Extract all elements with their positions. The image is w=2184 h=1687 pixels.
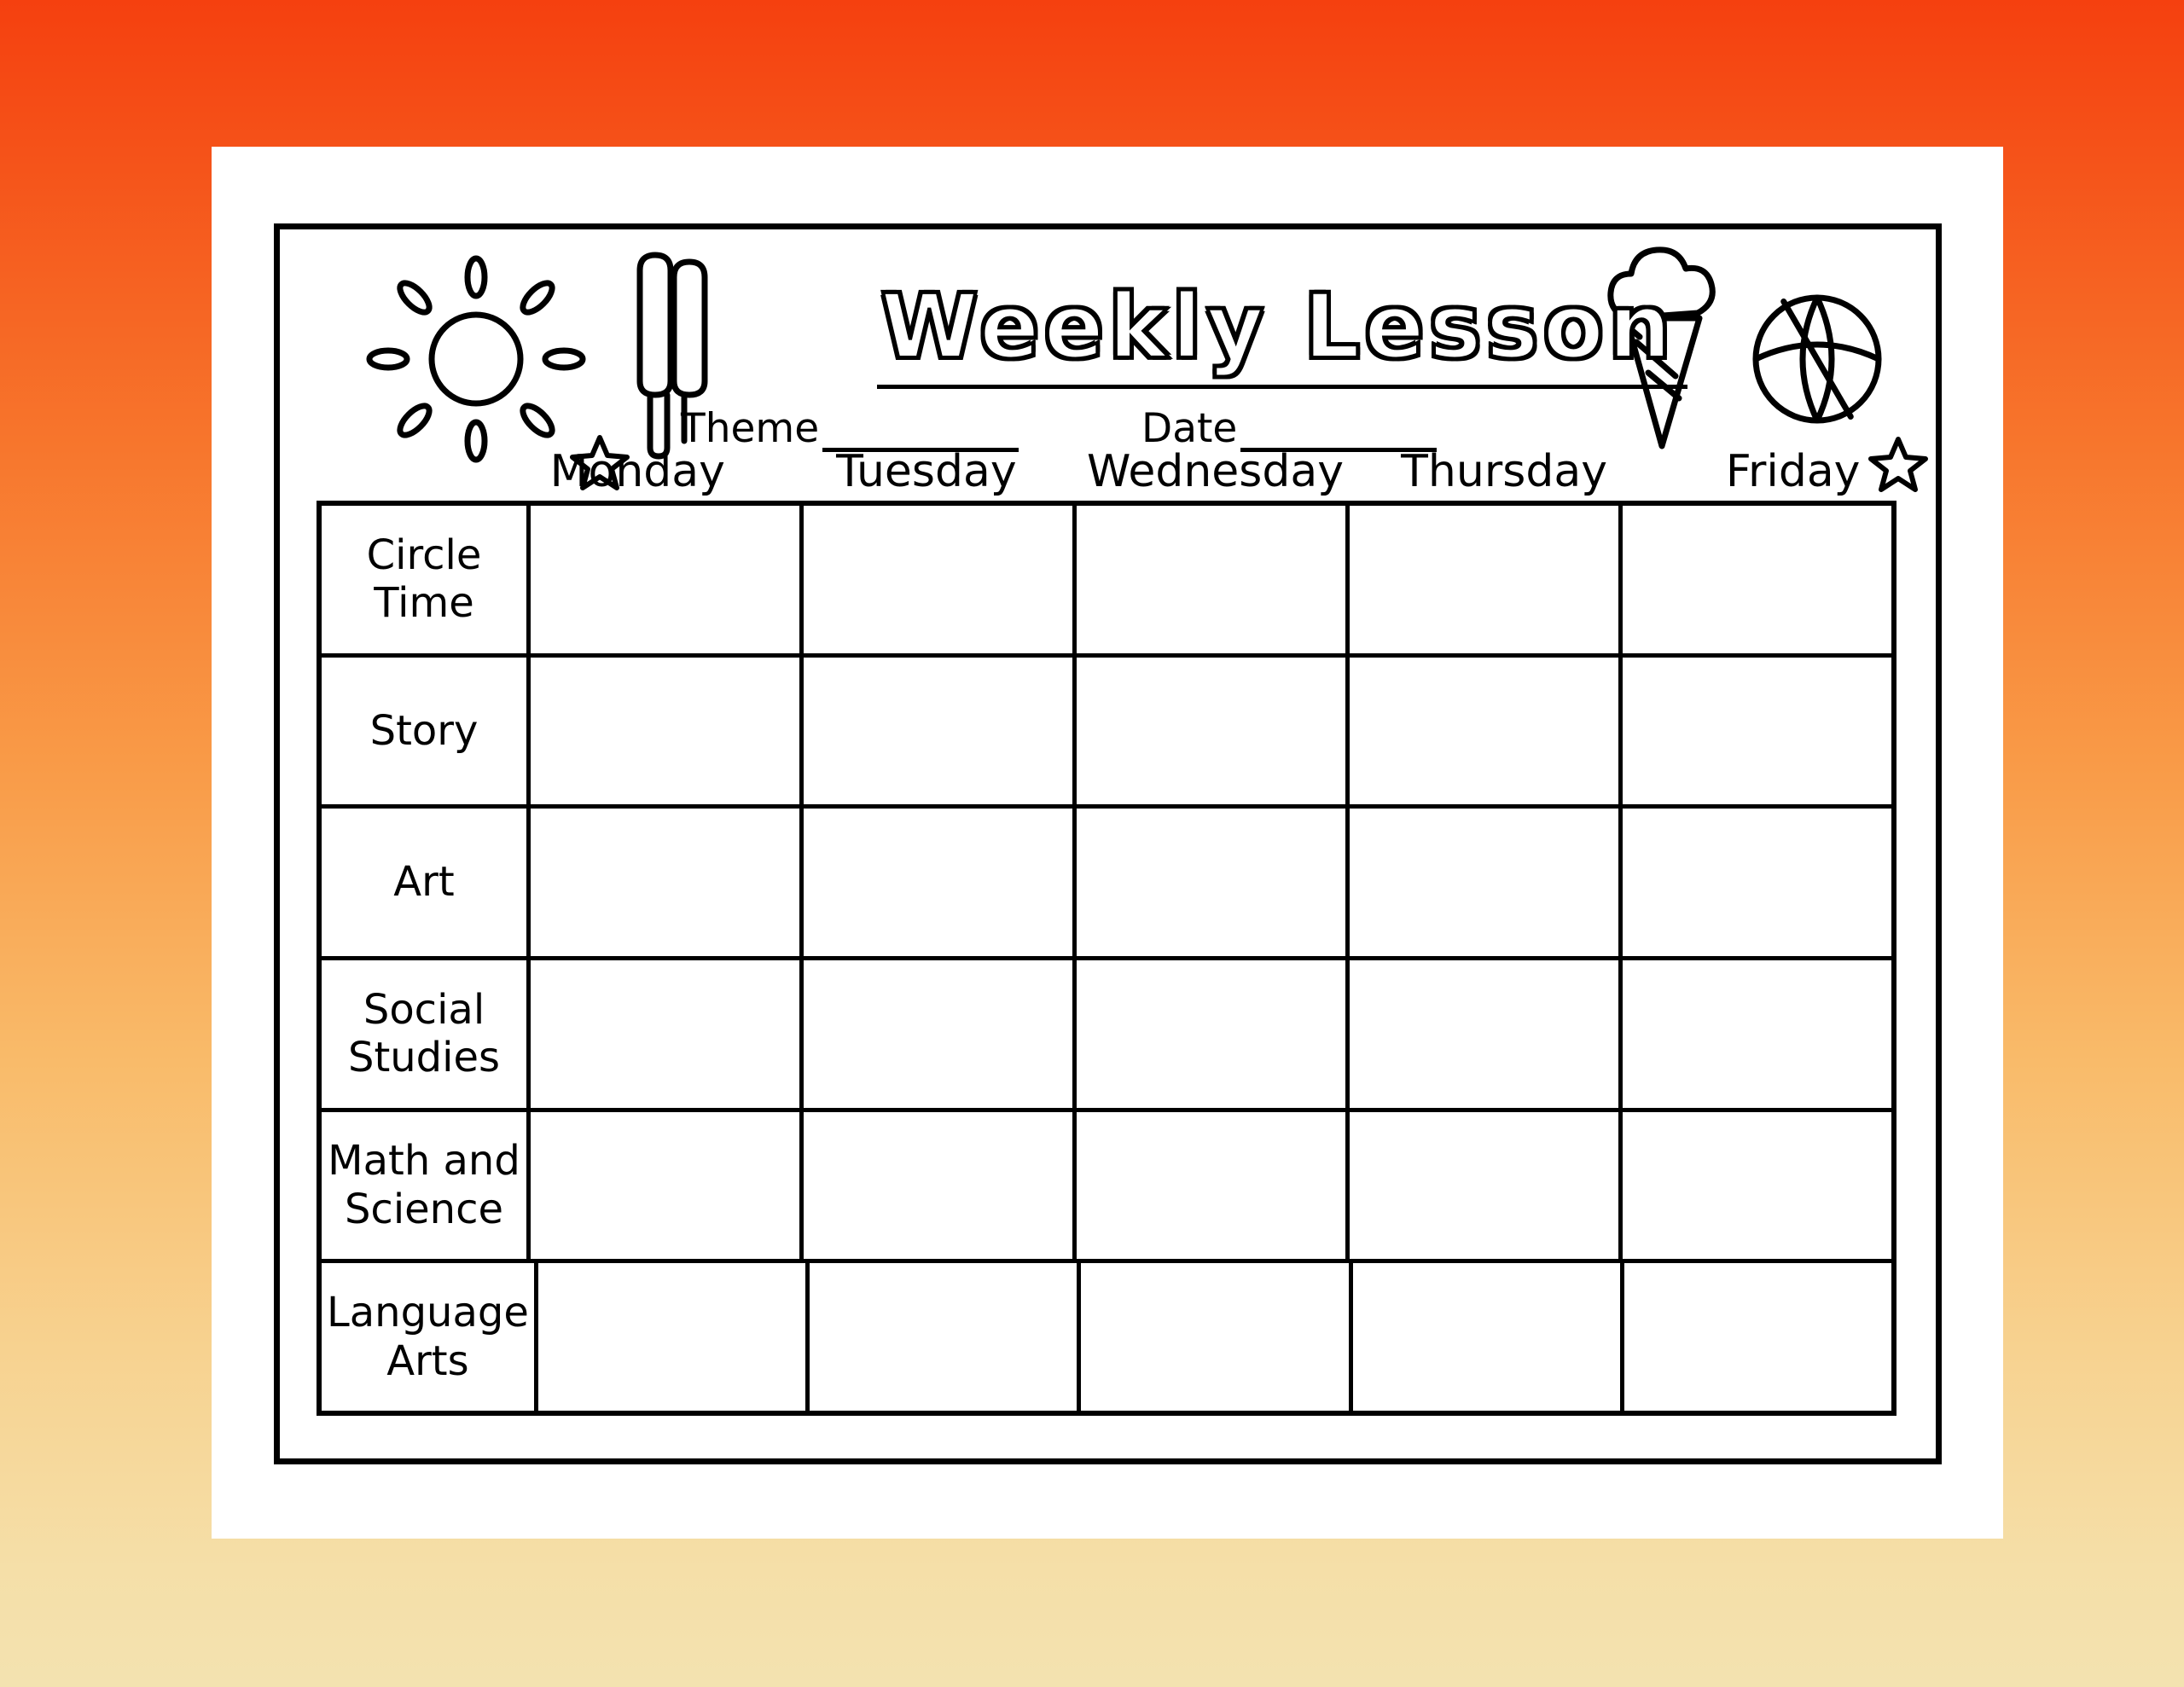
cell-story-tuesday[interactable] <box>804 658 1077 805</box>
cell-math-and-science-thursday[interactable] <box>1350 1112 1623 1260</box>
cell-social-studies-tuesday[interactable] <box>804 960 1077 1108</box>
day-header-friday: Friday <box>1725 446 1861 497</box>
cell-social-studies-wednesday[interactable] <box>1077 960 1350 1108</box>
cell-story-wednesday[interactable] <box>1077 658 1350 805</box>
cell-language-arts-thursday[interactable] <box>1353 1263 1624 1411</box>
day-header-wednesday: Wednesday <box>1086 446 1345 497</box>
row-label-art: Art <box>322 809 531 956</box>
cell-math-and-science-monday[interactable] <box>531 1112 804 1260</box>
day-header-tuesday: Tuesday <box>836 446 1017 497</box>
table-row <box>322 960 1891 1112</box>
row-label-social-studies: Social Studies <box>322 960 531 1108</box>
lesson-grid <box>317 501 1896 1416</box>
day-header-thursday: Thursday <box>1401 446 1607 497</box>
table-row <box>322 809 1891 960</box>
theme-field[interactable] <box>681 405 1019 452</box>
cell-social-studies-friday[interactable] <box>1623 960 1891 1108</box>
cell-circle-time-monday[interactable] <box>531 506 804 653</box>
theme-label: Theme <box>681 405 820 452</box>
cell-art-thursday[interactable] <box>1350 809 1623 956</box>
cell-art-friday[interactable] <box>1623 809 1891 956</box>
weekly-lesson-worksheet <box>274 223 1942 1464</box>
table-row <box>322 1112 1891 1264</box>
date-field[interactable] <box>1141 405 1437 452</box>
day-header-row <box>284 446 1937 497</box>
row-label-story: Story <box>322 658 531 805</box>
cell-social-studies-monday[interactable] <box>531 960 804 1108</box>
row-label-math-and-science: Math and Science <box>322 1112 531 1260</box>
cell-circle-time-friday[interactable] <box>1623 506 1891 653</box>
page-title: Weekly Lesson <box>880 275 1676 379</box>
printable-sheet <box>212 147 2003 1539</box>
cell-circle-time-wednesday[interactable] <box>1077 506 1350 653</box>
cell-language-arts-monday[interactable] <box>538 1263 810 1411</box>
cell-language-arts-wednesday[interactable] <box>1081 1263 1352 1411</box>
row-label-language-arts: Language Arts <box>322 1263 538 1411</box>
day-header-monday: Monday <box>549 446 725 497</box>
title-underline <box>877 385 1687 389</box>
cell-math-and-science-friday[interactable] <box>1623 1112 1891 1260</box>
cell-language-arts-friday[interactable] <box>1624 1263 1891 1411</box>
worksheet-header <box>280 229 1936 511</box>
cell-language-arts-tuesday[interactable] <box>810 1263 1081 1411</box>
row-label-circle-time: Circle Time <box>322 506 531 653</box>
cell-art-tuesday[interactable] <box>804 809 1077 956</box>
cell-story-friday[interactable] <box>1623 658 1891 805</box>
table-row <box>322 658 1891 809</box>
cell-story-thursday[interactable] <box>1350 658 1623 805</box>
cell-art-wednesday[interactable] <box>1077 809 1350 956</box>
cell-art-monday[interactable] <box>531 809 804 956</box>
table-row <box>322 1263 1891 1411</box>
cell-social-studies-thursday[interactable] <box>1350 960 1623 1108</box>
cell-math-and-science-wednesday[interactable] <box>1077 1112 1350 1260</box>
cell-circle-time-thursday[interactable] <box>1350 506 1623 653</box>
date-label: Date <box>1141 405 1238 452</box>
table-row <box>322 506 1891 658</box>
cell-story-monday[interactable] <box>531 658 804 805</box>
cell-math-and-science-tuesday[interactable] <box>804 1112 1077 1260</box>
cell-circle-time-tuesday[interactable] <box>804 506 1077 653</box>
